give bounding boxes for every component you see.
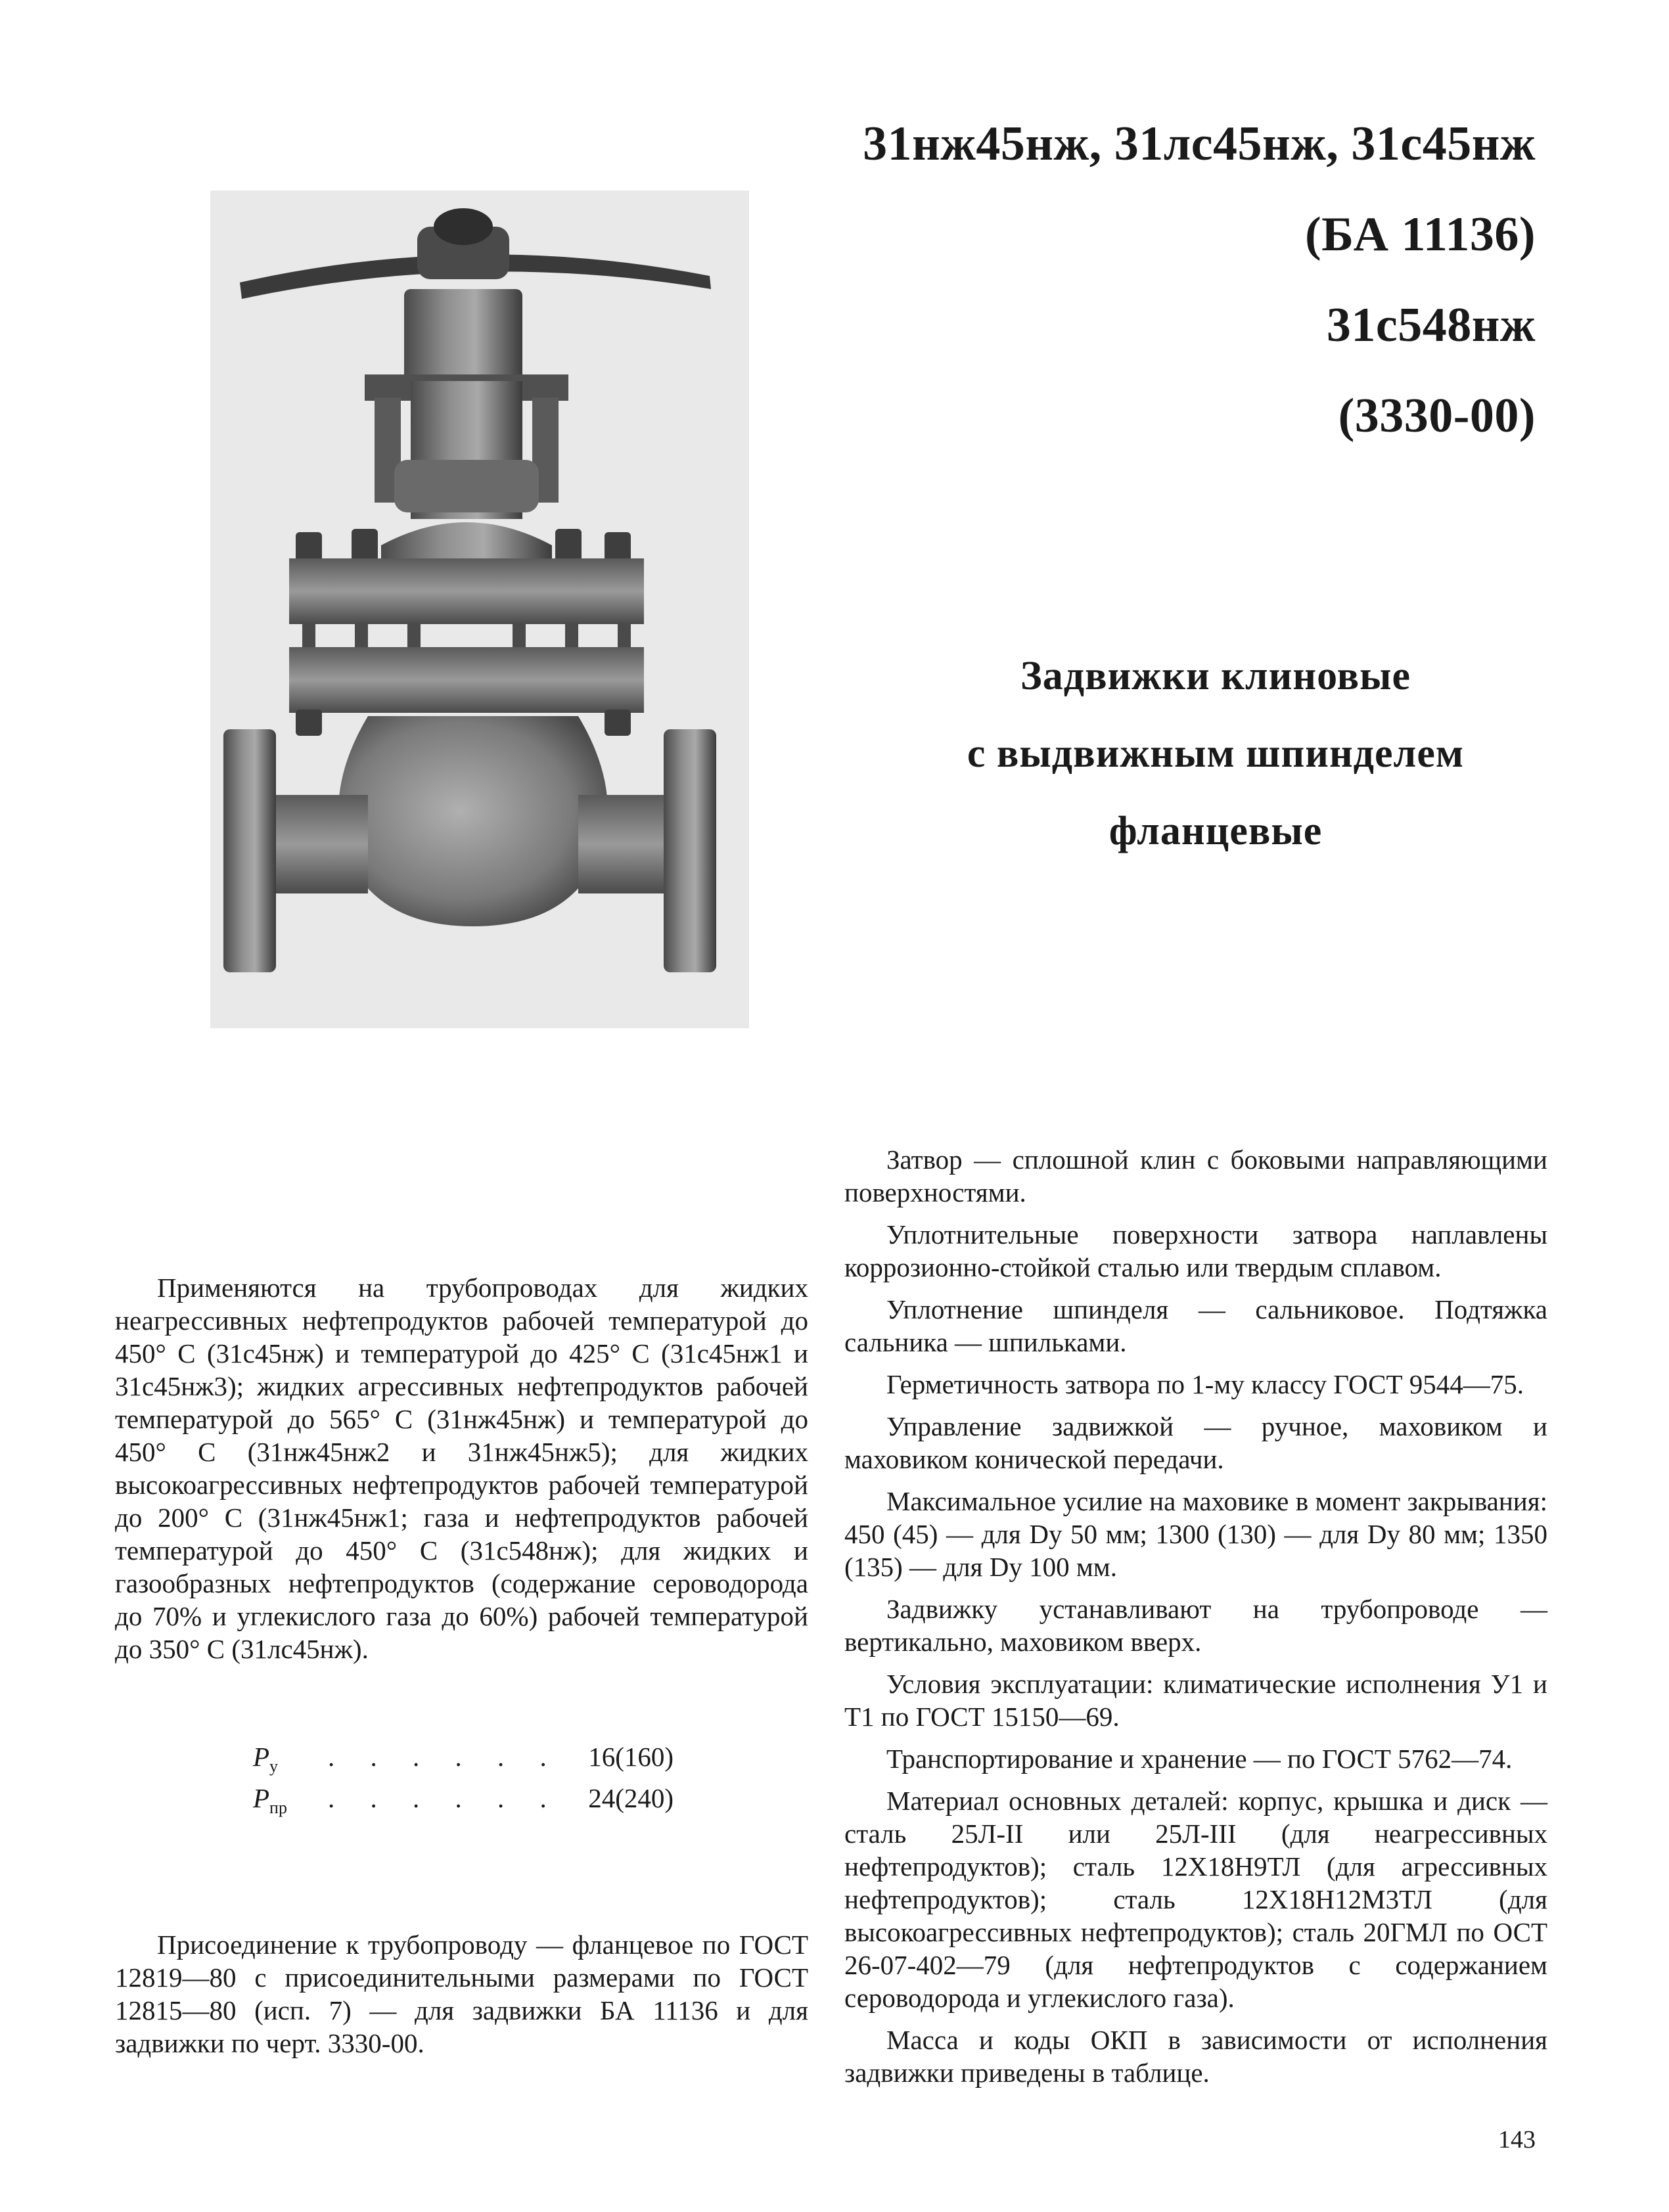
spec-paragraph: Условия эксплуатации: климатические исполнения У1 и Т1 по ГОСТ 15150—69.: [844, 1669, 1547, 1732]
spec-paragraph: Управление задвижкой — ручное, маховиком и маховиком конической передачи.: [844, 1411, 1547, 1474]
application-section: [115, 1271, 808, 1665]
connection-text: Присоединение к трубопроводу — фланцевое по ГОСТ 12819—80 с присоединительными размерами по ГОСТ 12815—80 (исп. 7) — для задвижки БА 11136 и для задвижки по черт. 3330-00.: [115, 1930, 808, 2058]
pressure-symbol: $P_{пр}$: [253, 1783, 287, 1818]
document-title: [863, 99, 1536, 461]
title-line: 31нж45нж, 31лс45нж, 31с45нж: [863, 117, 1536, 171]
spec-paragraph: Максимальное усилие на маховике в момент закрывания: 450 (45) — для Dу 50 мм; 1300 (130) — для Dу 80 мм; 1350 (135) — для Dу 100 мм.: [844, 1486, 1547, 1582]
spec-paragraph: Затвор — сплошной клин с боковыми направляющими поверхностями.: [844, 1144, 1547, 1208]
application-text: Применяются на трубопроводах для жидких неагрессивных нефтепродуктов рабочей температурой до 450° С (31с45нж) и температурой до 425° С (31с45нж1 и 31с45нж3); жидких агрессивных нефтепродуктов рабочей температурой до 565° С (31нж45нж) и температурой до 450° С (31нж45нж2 и 31нж45нж5); для жидких высокоагрессивных нефтепродуктов рабочей температурой до 200° С (31нж45нж1; газа и нефтепродуктов рабочей температурой до 450° С (31с548нж); для жидких и газообразных нефтепродуктов (содержание сероводорода до 70% и углекислого газа до 60%) рабочей температурой до 350° С (31лс45нж).: [115, 1273, 808, 1664]
spec-paragraph: Масса и коды ОКП в зависимости от исполнения задвижки приведены в таблице.: [844, 2025, 1547, 2088]
spec-paragraph: Материал основных деталей: корпус, крышка и диск — сталь 25Л-II или 25Л-III (для неагрессивных нефтепродуктов); сталь 12Х18Н9ТЛ (для агрессивных нефтепродуктов); сталь 12Х18Н12М3ТЛ (для высокоагрессивных нефтепродуктов); сталь 20ГМЛ по ОСТ 26-07-402—79 (для нефтепродуктов с содержанием сероводорода и углекислого газа).: [844, 1786, 1547, 2013]
pressure-value: 24(240): [588, 1783, 674, 1814]
spec-paragraph: Уплотнительные поверхности затвора наплавлены коррозионно-стойкой сталью или твердым сплавом.: [844, 1219, 1547, 1282]
pressure-row: [253, 1782, 674, 1824]
spec-paragraph: Уплотнение шпинделя — сальниковое. Подтяжка сальника — шпильками.: [844, 1294, 1547, 1357]
connection-section: [115, 1928, 808, 2060]
gate-valve-photo: [210, 191, 749, 1028]
product-name: [920, 637, 1511, 870]
leader-dots: . . . . . .: [328, 1783, 561, 1814]
pressure-value: 16(160): [588, 1742, 674, 1772]
leader-dots: . . . . . .: [328, 1742, 561, 1772]
spec-paragraph: Транспортирование и хранение — по ГОСТ 5762—74.: [886, 1744, 1513, 1774]
product-name-line: с выдвижным шпинделем: [967, 731, 1465, 776]
product-name-line: Задвижки клиновые: [1020, 654, 1411, 698]
spec-paragraph: Задвижку устанавливают на трубопроводе — вертикально, маховиком вверх.: [844, 1594, 1547, 1657]
pressure-symbol: $P_у$: [253, 1742, 279, 1776]
page-number: 143: [1498, 2126, 1536, 2154]
specifications-section: [844, 1143, 1547, 2098]
title-line: (3330-00): [1338, 389, 1536, 443]
spec-paragraph: Герметичность затвора по 1-му классу ГОСТ 9544—75.: [886, 1369, 1524, 1399]
pressure-row: [253, 1741, 674, 1782]
title-line: (БА 11136): [1304, 208, 1536, 261]
pressure-table: [253, 1741, 674, 1824]
title-line: 31с548нж: [1326, 298, 1536, 352]
product-name-line: фланцевые: [1109, 809, 1323, 853]
